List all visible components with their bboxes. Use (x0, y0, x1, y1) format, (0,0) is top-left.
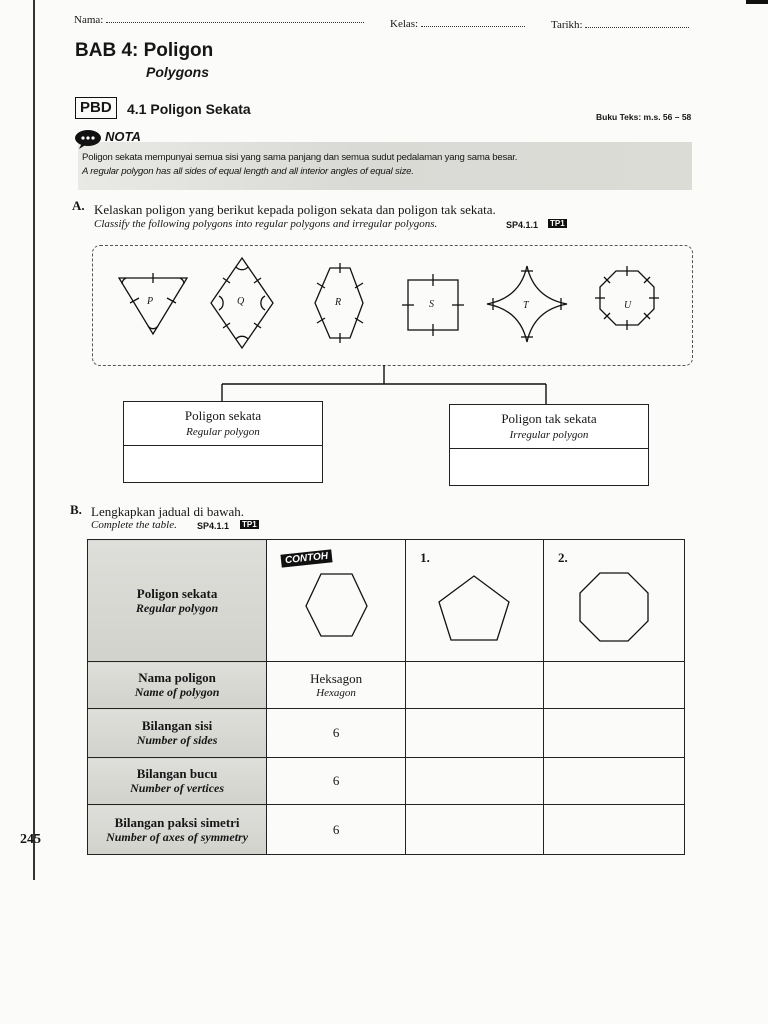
example-name-cell (267, 662, 406, 709)
answer-cell[interactable] (406, 805, 544, 855)
col-number-1: 1. (420, 550, 430, 565)
example-name-en: Hexagon (316, 687, 356, 699)
table-row (88, 540, 685, 662)
answer-cell[interactable] (544, 805, 685, 855)
irregular-polygon-answer[interactable] (450, 449, 648, 483)
regular-polygon-box-header (124, 402, 322, 446)
shape-label-r: R (335, 297, 342, 308)
regular-box-title-en: Regular polygon (186, 426, 260, 438)
row-head-ms: Bilangan paksi simetri (114, 814, 240, 830)
nota-title: NOTA (105, 129, 141, 144)
nota-text-en: A regular polygon has all sides of equal length and all interior angles of equal size. (82, 166, 414, 177)
part-a-letter: A. (72, 198, 85, 213)
regular-polygon-box (123, 401, 323, 483)
table-row (88, 805, 685, 855)
part-a-tp: TP1 (550, 219, 565, 228)
page-number: 245 (20, 832, 41, 847)
example-sides-cell: 6 (267, 709, 406, 758)
regular-box-title-ms: Poligon sekata (184, 408, 262, 423)
answer-cell[interactable] (406, 758, 544, 805)
row-head-en: Number of vertices (130, 781, 225, 795)
row-head-regular-polygon (88, 540, 267, 662)
shape-cell-2 (544, 540, 685, 662)
answer-cell[interactable] (406, 709, 544, 758)
part-b-tp: TP1 (242, 520, 257, 529)
answer-cell[interactable] (544, 709, 685, 758)
class-label: Kelas: (390, 18, 419, 30)
shape-label-q: Q (237, 296, 245, 307)
part-b-instruction-ms: Lengkapkan jadual di bawah. (91, 504, 245, 519)
example-shape-cell (267, 540, 406, 662)
shape-label-p: P (147, 296, 154, 307)
row-head-en: Number of sides (136, 733, 218, 747)
row-head-name (88, 662, 267, 709)
chapter-subtitle: Polygons (146, 64, 210, 80)
example-vertices-cell: 6 (267, 758, 406, 805)
part-a-instruction-en: Classify the following polygons into regular polygons and irregular polygons. (94, 218, 438, 230)
row-head-en: Name of polygon (134, 685, 220, 699)
row-head-ms: Bilangan bucu (136, 766, 218, 781)
irregular-box-title-en: Irregular polygon (509, 429, 589, 441)
part-b-letter: B. (70, 502, 82, 517)
answer-cell[interactable] (544, 662, 685, 709)
table-row (88, 709, 685, 758)
part-a-instruction-ms: Kelaskan poligon yang berikut kepada poligon sekata dan poligon tak sekata. (94, 202, 496, 217)
table-row (88, 662, 685, 709)
textbook-ref: Buku Teks: m.s. 56 – 58 (596, 112, 692, 122)
irregular-polygon-box-header (450, 405, 648, 449)
example-tag: CONTOH (281, 549, 333, 567)
table-row (88, 758, 685, 805)
col-number-2: 2. (558, 550, 568, 565)
part-b-code: SP4.1.1 (197, 521, 230, 531)
shape-cell-1 (406, 540, 544, 662)
shape-label-u: U (624, 300, 632, 311)
shape-label-s: S (429, 299, 434, 310)
polygon-table (87, 539, 685, 855)
answer-cell[interactable] (406, 662, 544, 709)
row-head-en: Number of axes of symmetry (106, 829, 249, 844)
section-title: 4.1 Poligon Sekata (127, 101, 251, 117)
connector-lines (0, 0, 768, 420)
date-label: Tarikh: (551, 19, 583, 31)
shape-label-t: T (523, 300, 529, 311)
example-name-ms: Heksagon (310, 671, 363, 686)
nota-text-ms: Poligon sekata mempunyai semua sisi yang sama panjang dan semua sudut pedalaman yang sama besar. (82, 152, 518, 163)
answer-cell[interactable] (544, 758, 685, 805)
row-head-sides (88, 709, 267, 758)
irregular-polygon-box (449, 404, 649, 486)
example-axes-cell: 6 (267, 805, 406, 855)
name-label: Nama: (74, 14, 104, 26)
irregular-box-title-ms: Poligon tak sekata (501, 411, 597, 426)
part-b-instruction-en: Complete the table. (91, 519, 177, 531)
row-head-ms: Poligon sekata (136, 585, 218, 601)
row-head-axes (88, 805, 267, 855)
row-head-ms: Nama poligon (138, 670, 216, 685)
chapter-title: BAB 4: Poligon (75, 40, 214, 61)
row-head-en: Regular polygon (135, 600, 219, 615)
row-head-vertices (88, 758, 267, 805)
row-head-ms: Bilangan sisi (141, 718, 213, 733)
pbd-badge: PBD (75, 97, 117, 119)
regular-polygon-answer[interactable] (124, 446, 322, 480)
part-a-code: SP4.1.1 (506, 220, 539, 230)
